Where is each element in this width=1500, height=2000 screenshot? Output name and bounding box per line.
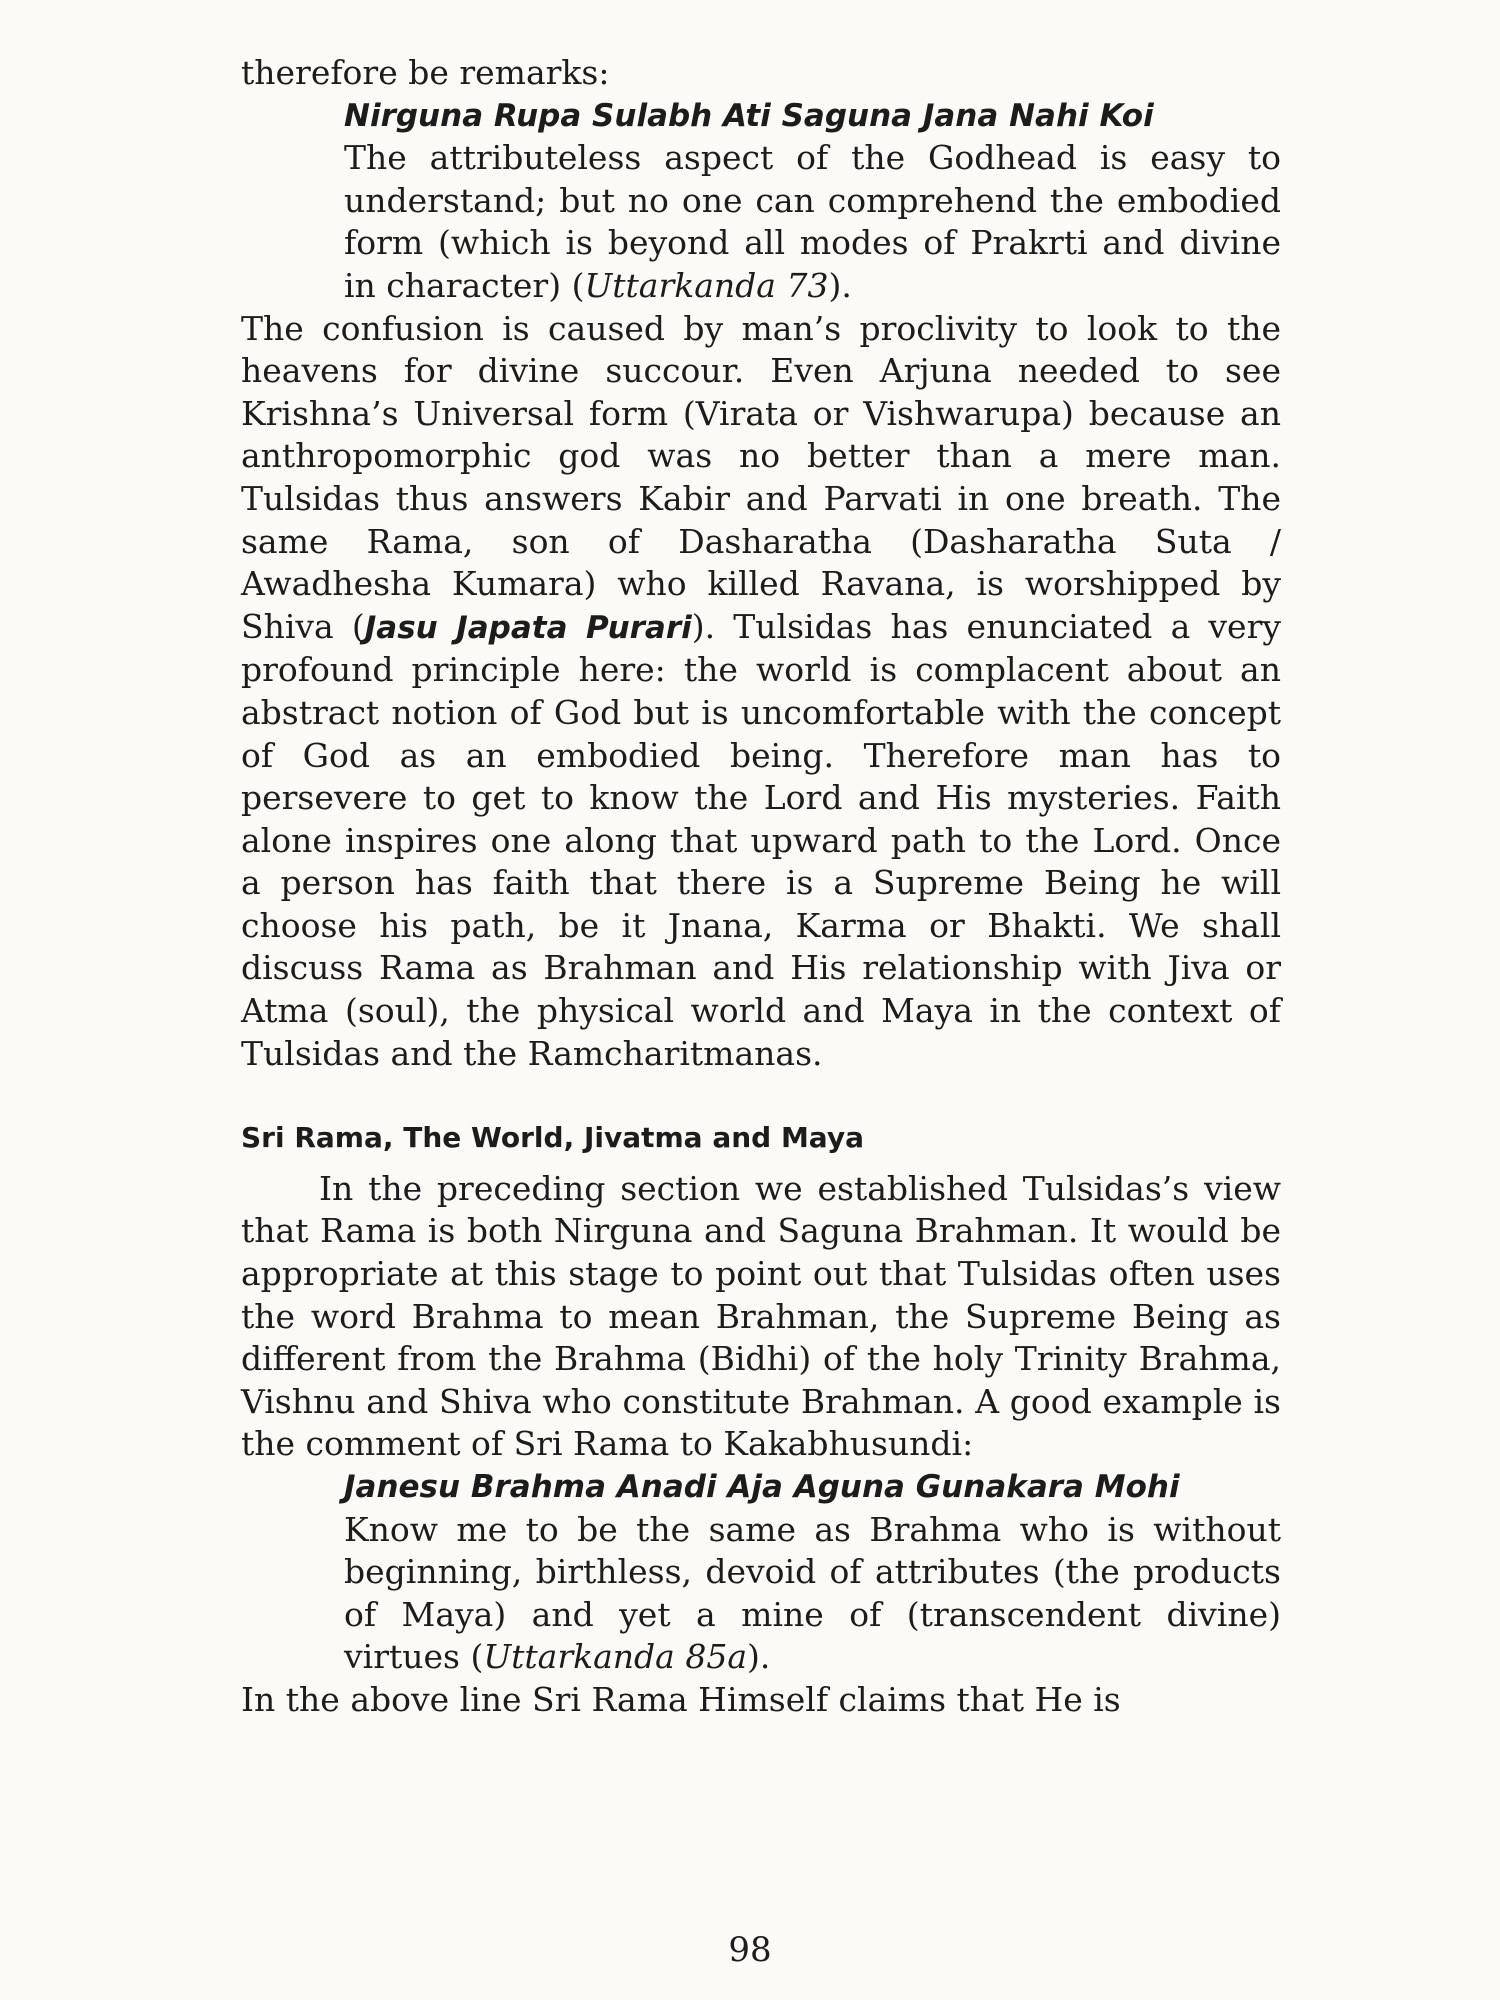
paragraph-confusion-part-a: The confusion is caused by man’s proclivity to look to the heavens for divine succour. Even Arjuna needed to see Krishna’s Universal form (Virata or Vishwarupa) because an anthropomorphic god was no better than a mere man. Tulsidas thus answers Kabir and Parvati in one breath. The same Rama, son of Dasharatha (Dasharatha Suta / Awadhesha Kumara) who killed Ravana, is worshipped by Shiva ( [241,308,1281,646]
paragraph-above-line: In the above line Sri Rama Himself claims that He is [241,1679,1121,1719]
page-number: 98 [728,1930,772,1970]
section-heading: Sri Rama, The World, Jivatma and Maya [241,1121,864,1155]
paragraph-confusion-part-b: ). Tulsidas has enunciated a very profound principle here: the world is complacent about an abstract notion of God but is uncomfortable with the concept of God as an embodied being. Therefore man has to persevere to get to know the Lord and His mysteries. Faith alone inspires one along that upward path to the Lord. Once a person has faith that there is a Supreme Being he will choose his path, be it Jnana, Karma or Bhakti. We shall discuss Rama as Brahman and His relationship with Jiva or Atma (soul), the physical world and Maya in the context of Tulsidas and the Ramcharitmanas. [241,606,1281,1073]
paragraph-preceding-section: In the preceding section we established Tulsidas’s view that Rama is both Nirguna and Saguna Brahman. It would be appropriate at this stage to point out that Tulsidas often uses the word Brahma to mean Brahman, the Supreme Being as different from the Brahma (Bidhi) of the holy Trinity Brahma, Vishnu and Shiva who constitute Brahman. A good example is the comment of Sri Rama to Kakabhusundi: [241,1168,1281,1464]
page-body [241,52,1281,1722]
translation-1-text: The attributeless aspect of the Godhead is easy to understand; but no one can comprehend the embodied form (which is beyond all modes of Prakrti and divine in character) ( [344,138,1281,305]
translation-2-reference: Uttarkanda 85a [483,1637,747,1677]
translation-1-end: ). [828,265,852,305]
translation-2-text: Know me to be the same as Brahma who is without beginning, birthless, devoid of attributes (the products of Maya) and yet a mine of (transcendent divine) virtues ( [344,1509,1281,1677]
quotation-block-1 [344,95,1281,308]
verse-line-2: Janesu Brahma Anadi Aja Aguna Gunakara Mohi [344,1469,1180,1505]
verse-translation-2 [344,1509,1281,1679]
verse-line-1: Nirguna Rupa Sulabh Ati Saguna Jana Nahi Koi [344,97,1154,134]
translation-1-reference: Uttarkanda 73 [584,265,829,305]
paragraph-confusion [241,308,1281,1076]
quotation-block-2 [344,1466,1281,1679]
paragraph-confusion-phrase: Jasu Japata Purari [364,609,692,646]
verse-translation-1 [344,137,1281,307]
translation-2-end: ). [747,1637,771,1677]
intro-line: therefore be remarks: [241,53,610,92]
